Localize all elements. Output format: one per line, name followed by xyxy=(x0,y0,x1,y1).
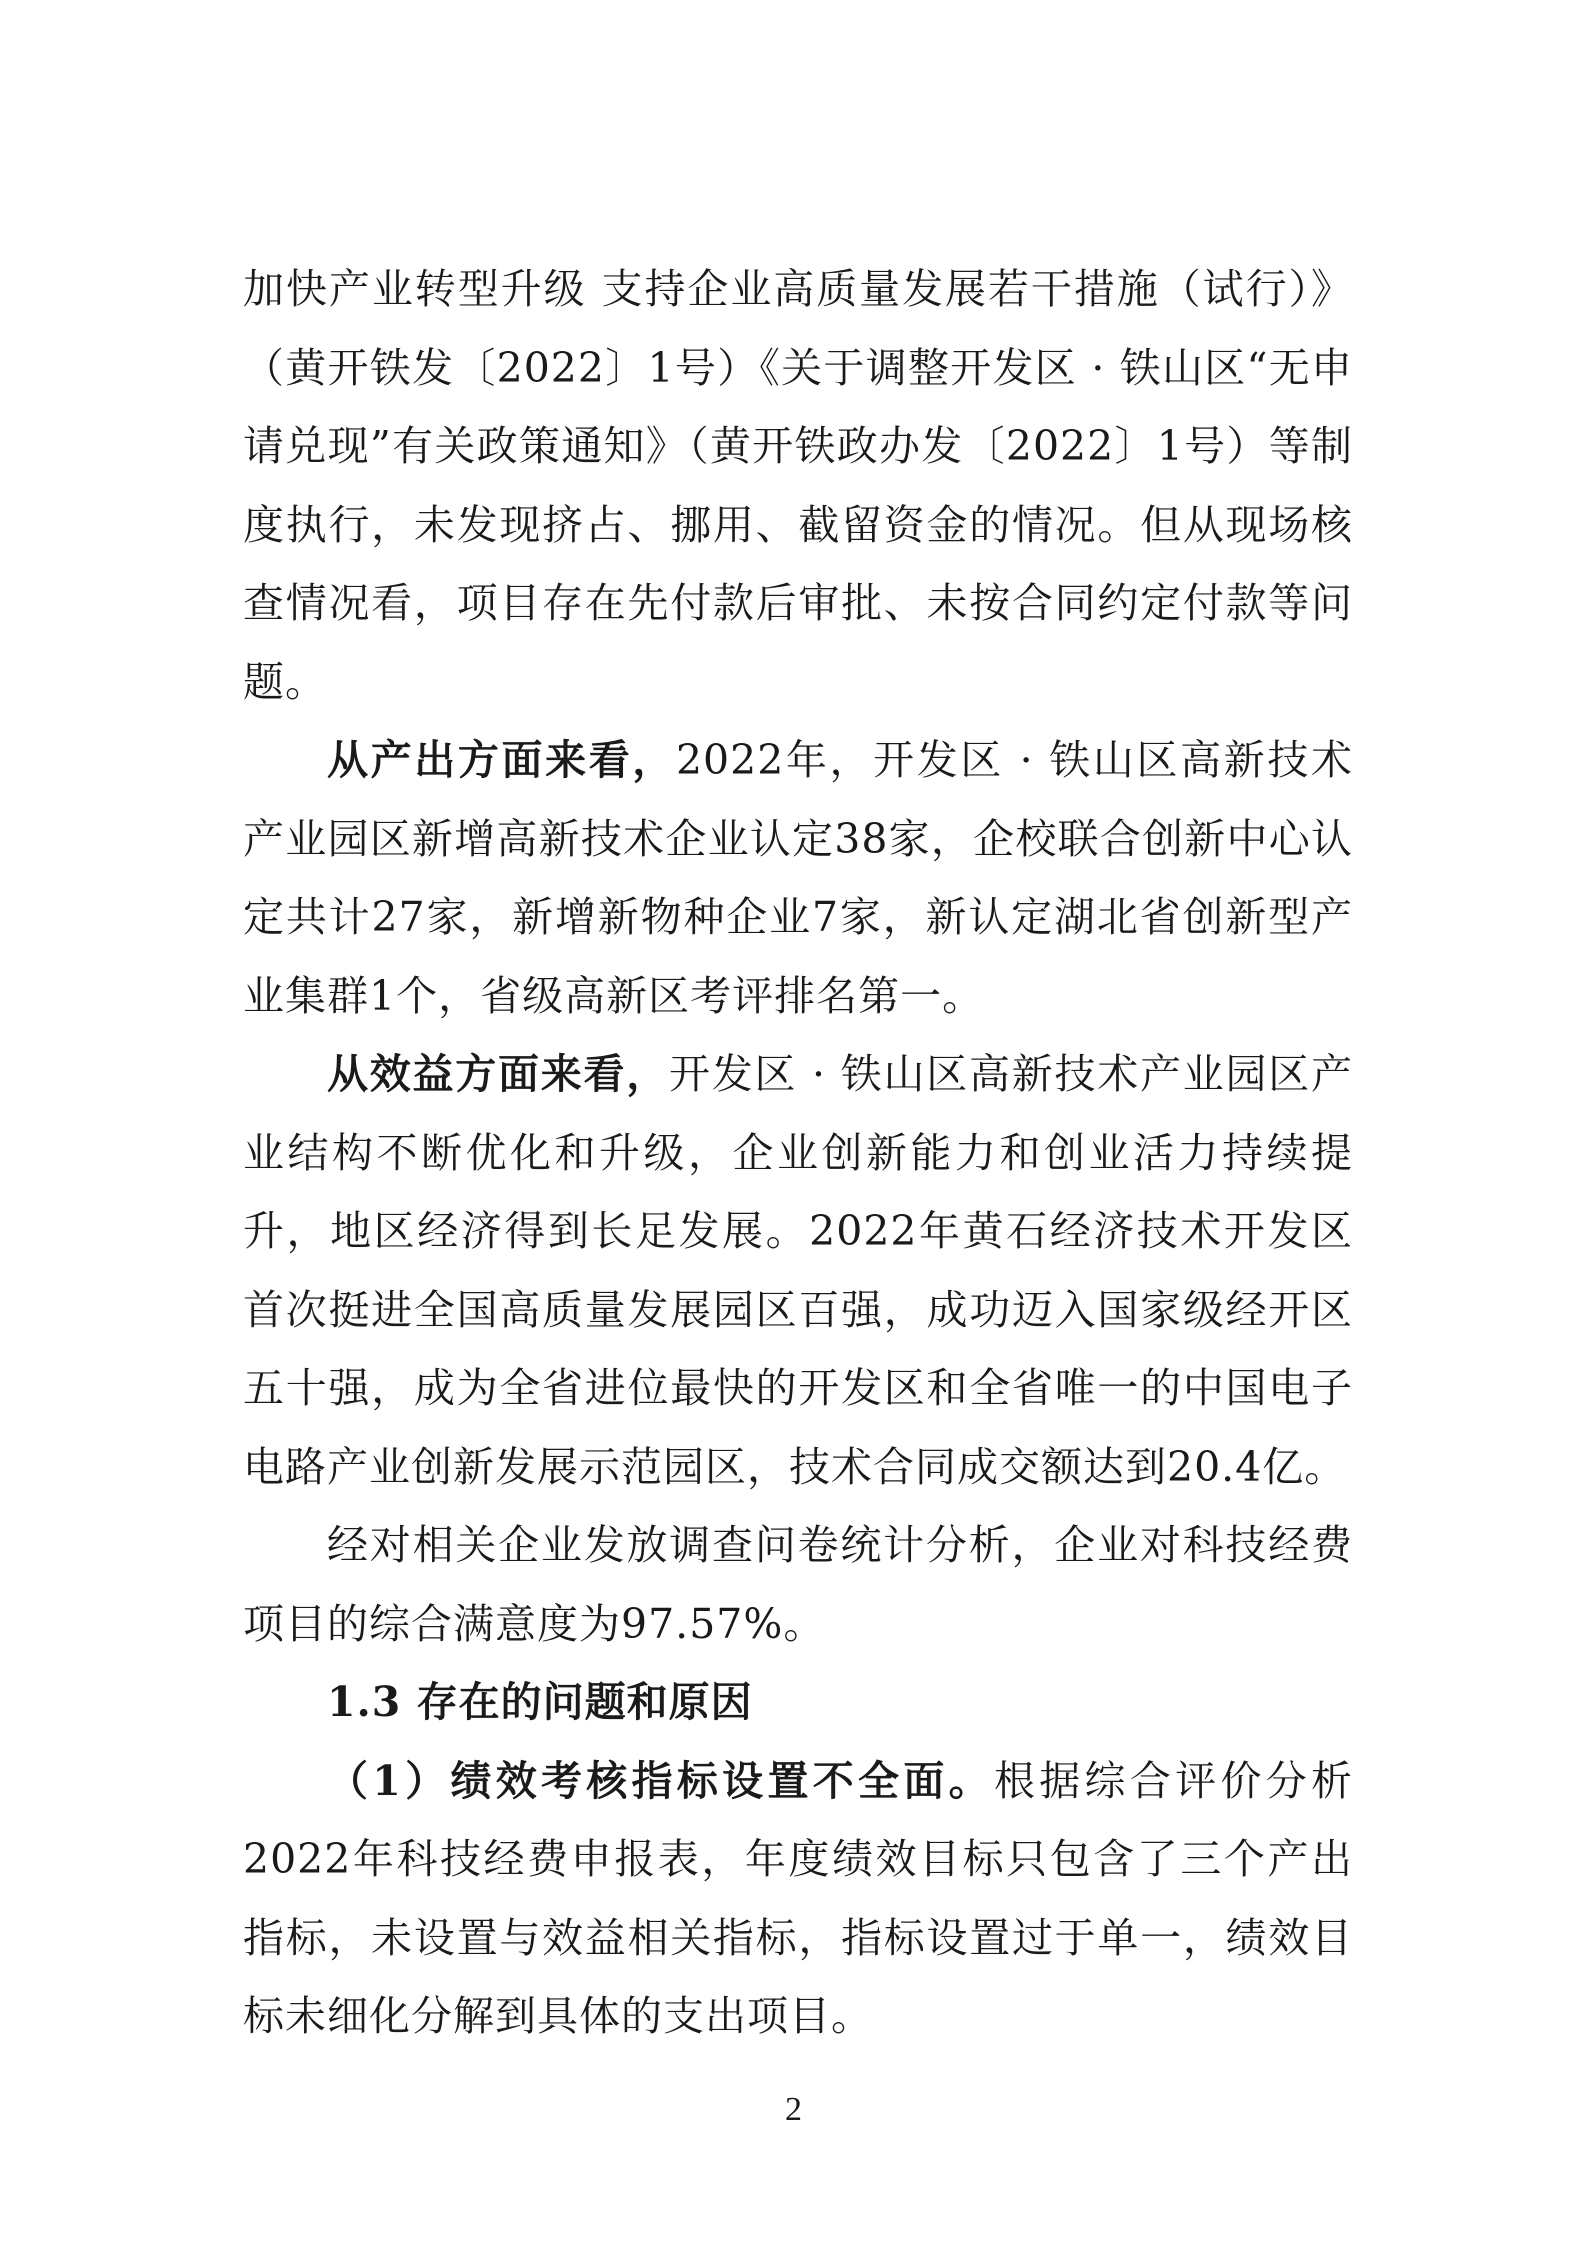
paragraph-benefit-lead: 从效益方面来看， xyxy=(327,1050,669,1098)
paragraph-benefit xyxy=(243,1035,1353,1506)
paragraph-problem-1-body: 根据综合评价分析2022年科技经费申报表，年度绩效目标只包含了三个产出指标，未设置与效益相关指标，指标设置过于单一，绩效目标未细化分解到具体的支出项目。 xyxy=(243,1756,1353,2040)
page-number: 2 xyxy=(785,2091,802,2128)
paragraph-output-lead: 从产出方面来看， xyxy=(327,736,676,784)
section-heading: 1.3 存在的问题和原因 xyxy=(327,1678,753,1726)
paragraph-problem-1 xyxy=(243,1742,1353,2056)
paragraph-benefit-body: 开发区 · 铁山区高新技术产业园区产业结构不断优化和升级，企业创新能力和创业活力持续提升，地区经济得到长足发展。2022年黄石经济技术开发区首次挺进全国高质量发展园区百强，成功迈入国家级经开区五十强，成为全省进位最快的开发区和全省唯一的中国电子电路产业创新发展示范园区，技术合同成交额达到20.4亿。 xyxy=(243,1050,1353,1491)
paragraph-policy-compliance: 加快产业转型升级 支持企业高质量发展若干措施（试行）》（黄开铁发〔2022〕1号）《关于调整开发区 · 铁山区“无申请兑现”有关政策通知》（黄开铁政办发〔2022〕1号）等制度执行，未发现挤占、挪用、截留资金的情况。但从现场核查情况看，项目存在先付款后审批、未按合同约定付款等问题。 xyxy=(243,265,1353,706)
paragraph-output-body: 2022年，开发区 · 铁山区高新技术产业园区新增高新技术企业认定38家，企校联合创新中心认定共计27家，新增新物种企业7家，新认定湖北省创新型产业集群1个，省级高新区考评排名第一。 xyxy=(243,736,1353,1020)
document-body xyxy=(243,250,1353,2056)
paragraph-output xyxy=(243,721,1353,1035)
paragraph-problem-1-lead: （1）绩效考核指标设置不全面。 xyxy=(327,1756,994,1805)
paragraph-satisfaction: 经对相关企业发放调查问卷统计分析，企业对科技经费项目的综合满意度为97.57%。 xyxy=(243,1521,1353,1648)
